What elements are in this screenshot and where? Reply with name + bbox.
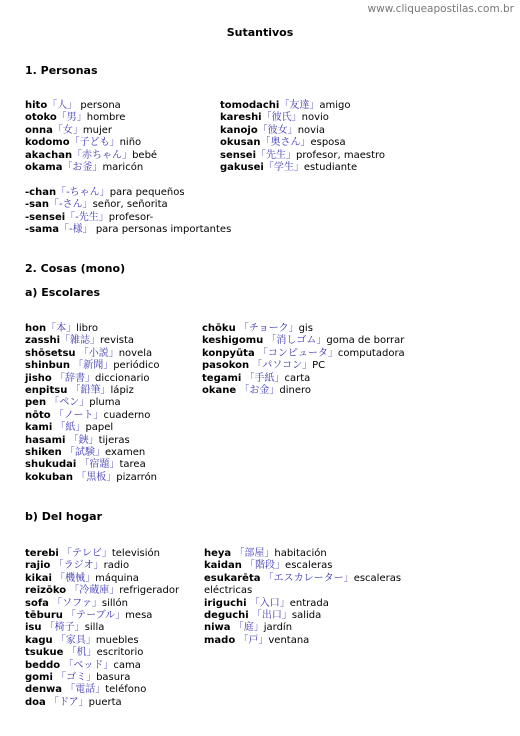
romaji: kikai: [25, 572, 52, 584]
japanese-word: 「人」: [47, 100, 78, 111]
vocab-entry: [25, 348, 159, 360]
vocab-entry: [204, 573, 401, 585]
vocab-entry: [25, 622, 179, 634]
spanish-meaning: estudiante: [303, 161, 358, 173]
romaji: shinbun: [25, 360, 71, 372]
vocab-entry: [204, 598, 401, 610]
japanese-word: 「チョーク」: [235, 323, 299, 334]
japanese-word: 「機械」: [51, 572, 96, 584]
vocab-entry: [25, 647, 179, 659]
romaji: -chan: [25, 187, 57, 198]
japanese-word: 「冷蔵庫」: [66, 585, 120, 597]
romaji: nōto: [25, 409, 51, 421]
hogar-left-list: [25, 548, 179, 709]
japanese-word: 「鋏」: [65, 434, 99, 446]
vocab-entry: [25, 187, 231, 199]
japanese-word: 「試験」: [61, 446, 105, 458]
vocab-entry: [220, 112, 385, 124]
romaji: jisho: [25, 372, 52, 384]
spanish-meaning: muebles: [95, 634, 139, 646]
romaji: kareshi: [220, 112, 262, 124]
vocab-entry: [220, 137, 385, 149]
japanese-word: 「小説」: [75, 347, 119, 359]
vocab-entry: [25, 672, 179, 684]
romaji: shukudai: [25, 459, 77, 471]
romaji: shiken: [25, 446, 62, 458]
romaji: okusan: [220, 137, 261, 149]
japanese-word: 「本」: [46, 323, 77, 334]
japanese-word: 「ノート」: [50, 409, 104, 421]
japanese-word: 「家具」: [52, 634, 96, 646]
vocab-entry: [220, 125, 385, 137]
japanese-word: 「辞書」: [51, 372, 95, 384]
vocab-entry: [25, 684, 179, 696]
vocab-entry: [204, 635, 401, 647]
spanish-meaning: tarea: [119, 459, 146, 471]
spanish-meaning: tijeras: [98, 434, 130, 446]
romaji: gakusei: [220, 161, 264, 173]
spanish-meaning: escaleras: [285, 560, 333, 572]
spanish-meaning: maricón: [102, 161, 144, 173]
japanese-word: 「コンピュータ」: [254, 347, 338, 359]
romaji: hasami: [25, 434, 66, 446]
vocab-entry: [202, 323, 405, 335]
romaji: tomodachi: [220, 100, 280, 111]
romaji: hito: [25, 100, 48, 111]
vocab-entry: [202, 373, 405, 385]
spanish-meaning: escaleras: [353, 572, 402, 584]
romaji: deguchi: [204, 609, 249, 621]
japanese-word: 「椅子」: [41, 622, 85, 634]
romaji: heya: [204, 548, 232, 559]
spanish-meaning: niño: [119, 137, 142, 149]
spanish-meaning: refrigerador: [119, 585, 180, 597]
japanese-word: 「手紙」: [241, 372, 285, 384]
spanish-meaning: televisión: [111, 548, 161, 559]
spanish-meaning: eléctricas: [204, 585, 253, 597]
japanese-word: 「学生」: [263, 161, 304, 173]
vocab-entry: [25, 459, 159, 471]
spanish-meaning: goma de borrar: [326, 335, 405, 347]
vocab-entry: [220, 162, 385, 174]
japanese-word: 「ドア」: [45, 696, 89, 708]
hogar-right-list: [204, 548, 401, 647]
spanish-meaning: puerta: [88, 696, 122, 708]
vocab-entry: [202, 335, 405, 347]
vocab-entry: [202, 348, 405, 360]
spanish-meaning: mujer: [82, 124, 112, 136]
spanish-meaning: ventana: [268, 634, 310, 646]
spanish-meaning: sillón: [101, 597, 128, 609]
section-personas-heading: 1. Personas: [25, 64, 98, 77]
japanese-word: 「ペン」: [46, 397, 90, 409]
japanese-word: 「ベッド」: [60, 659, 114, 671]
romaji: niwa: [204, 622, 231, 634]
japanese-word: 「階段」: [241, 560, 286, 572]
japanese-word: 「出口」: [248, 609, 292, 621]
japanese-word: 「雑誌」: [60, 335, 101, 347]
spanish-meaning: diccionario: [94, 372, 150, 384]
romaji: zasshi: [25, 335, 61, 347]
vocab-entry: [204, 610, 401, 622]
section-escolares-heading: a) Escolares: [25, 286, 101, 299]
vocab-entry: [25, 610, 179, 622]
vocab-entry: [25, 573, 179, 585]
japanese-word: 「彼女」: [257, 124, 298, 136]
vocab-entry: [25, 660, 179, 672]
vocab-entry: [25, 323, 159, 335]
spanish-meaning: lápiz: [110, 384, 134, 396]
vocab-entry: [202, 360, 405, 372]
spanish-meaning: libro: [76, 323, 99, 334]
japanese-word: 「エスカレーター」: [260, 572, 354, 584]
romaji: onna: [25, 124, 53, 136]
japanese-word: 「子ども」: [69, 137, 120, 149]
vocab-entry: [25, 100, 157, 112]
vocab-entry: [25, 410, 159, 422]
vocab-entry: [25, 162, 157, 174]
spanish-meaning: pluma: [89, 397, 121, 409]
romaji: otoko: [25, 112, 57, 124]
spanish-meaning: para pequeños: [109, 187, 185, 198]
spanish-meaning: persona: [77, 100, 121, 111]
japanese-word: 「ゴミ」: [52, 671, 97, 683]
romaji: beddo: [25, 659, 61, 671]
japanese-word: 「-さん」: [48, 199, 93, 211]
japanese-word: 「入口」: [246, 597, 290, 609]
suffix-list: [25, 187, 231, 237]
spanish-meaning: mesa: [125, 609, 153, 621]
spanish-meaning: carta: [284, 372, 311, 384]
romaji: tsukue: [25, 647, 64, 659]
japanese-word: 「戸」: [235, 634, 269, 646]
japanese-word: 「お金」: [236, 384, 280, 396]
vocab-entry: [25, 697, 179, 709]
vocab-entry: [25, 360, 159, 372]
spanish-meaning: PC: [312, 360, 326, 372]
romaji: pen: [25, 397, 47, 409]
spanish-meaning: novio: [301, 112, 329, 124]
vocab-entry: [25, 397, 159, 409]
spanish-meaning: máquina: [95, 572, 139, 584]
romaji: kami: [25, 422, 53, 434]
romaji: -sama: [25, 224, 60, 236]
escolares-left-list: [25, 323, 159, 484]
japanese-word: 「奥さん」: [260, 137, 311, 149]
japanese-word: 「先生」: [256, 149, 297, 161]
romaji: hon: [25, 323, 47, 334]
personas-left-list: [25, 100, 157, 174]
vocab-entry: [25, 585, 179, 597]
romaji: shōsetsu: [25, 347, 76, 359]
vocab-entry: [25, 125, 157, 137]
japanese-word: 「消しゴム」: [263, 335, 327, 347]
spanish-meaning: computadora: [337, 347, 405, 359]
vocab-entry: [25, 472, 159, 484]
romaji: akachan: [25, 149, 73, 161]
personas-right-list: [220, 100, 385, 174]
romaji: chōku: [202, 323, 236, 334]
spanish-meaning: hombre: [86, 112, 126, 124]
spanish-meaning: teléfono: [105, 684, 147, 696]
vocab-entry: [25, 560, 179, 572]
romaji: mado: [204, 634, 236, 646]
japanese-word: 「-ちゃん」: [56, 187, 110, 198]
japanese-word: 「電話」: [62, 684, 106, 696]
section-hogar-heading: b) Del hogar: [25, 510, 103, 523]
japanese-word: 「パソコン」: [249, 360, 313, 372]
spanish-meaning: novela: [118, 347, 153, 359]
vocab-entry: [25, 335, 159, 347]
vocab-entry: [25, 373, 159, 385]
vocab-entry: [25, 137, 157, 149]
romaji: tēburu: [25, 609, 63, 621]
japanese-word: 「-様」: [59, 224, 93, 236]
spanish-meaning: cama: [113, 659, 141, 671]
spanish-meaning: dinero: [279, 384, 311, 396]
spanish-meaning: profesor-: [108, 211, 154, 223]
japanese-word: 「新聞」: [70, 360, 114, 372]
spanish-meaning: bebé: [132, 149, 158, 161]
vocab-entry: [204, 622, 401, 634]
romaji: -sensei: [25, 211, 66, 223]
section-cosas-heading: 2. Cosas (mono): [25, 262, 126, 275]
vocab-entry: [25, 548, 179, 560]
vocab-entry: [204, 560, 401, 572]
spanish-meaning: gis: [298, 323, 313, 334]
spanish-meaning: salida: [291, 609, 322, 621]
japanese-word: 「赤ちゃん」: [72, 149, 133, 161]
romaji: reizōko: [25, 585, 67, 597]
spanish-meaning: examen: [104, 446, 146, 458]
spanish-meaning: periódico: [113, 360, 160, 372]
spanish-meaning: radio: [103, 560, 130, 572]
romaji: isu: [25, 622, 42, 634]
escolares-right-list: [202, 323, 405, 397]
japanese-word: 「宿題」: [76, 459, 120, 471]
japanese-word: 「鉛筆」: [67, 384, 111, 396]
spanish-meaning: escritorio: [96, 647, 144, 659]
spanish-meaning: profesor, maestro: [296, 149, 386, 161]
romaji: keshigomu: [202, 335, 264, 347]
site-url: www.cliqueapostilas.com.br: [367, 3, 514, 15]
spanish-meaning: novia: [297, 124, 325, 136]
japanese-word: 「机」: [63, 647, 97, 659]
romaji: doa: [25, 696, 46, 708]
romaji: rajio: [25, 560, 51, 572]
romaji: kodomo: [25, 137, 70, 149]
vocab-entry: [25, 212, 231, 224]
romaji: iriguchi: [204, 597, 247, 609]
vocab-entry: [204, 585, 401, 597]
japanese-word: 「お釜」: [62, 161, 103, 173]
romaji: terebi: [25, 548, 59, 559]
page-title: Sutantivos: [226, 26, 294, 39]
japanese-word: 「ラジオ」: [50, 560, 104, 572]
romaji: kagu: [25, 634, 53, 646]
vocab-entry: [25, 435, 159, 447]
japanese-word: 「黒板」: [73, 471, 117, 483]
spanish-meaning: amigo: [319, 100, 351, 111]
romaji: tegami: [202, 372, 242, 384]
japanese-word: 「部屋」: [231, 548, 275, 559]
japanese-word: 「テーブル」: [62, 609, 126, 621]
romaji: sofa: [25, 597, 49, 609]
vocab-entry: [204, 548, 401, 560]
romaji: denwa: [25, 684, 63, 696]
romaji: okane: [202, 384, 237, 396]
spanish-meaning: para personas importantes: [92, 224, 232, 236]
romaji: okama: [25, 161, 63, 173]
vocab-entry: [25, 199, 231, 211]
japanese-word: 「-先生」: [65, 211, 109, 223]
spanish-meaning: revista: [100, 335, 135, 347]
romaji: -san: [25, 199, 49, 211]
vocab-entry: [25, 598, 179, 610]
vocab-entry: [220, 150, 385, 162]
japanese-word: 「女」: [52, 124, 83, 136]
japanese-word: 「庭」: [230, 622, 264, 634]
vocab-entry: [25, 150, 157, 162]
romaji: pasokon: [202, 360, 250, 372]
vocab-entry: [25, 635, 179, 647]
japanese-word: 「彼氏」: [261, 112, 302, 124]
vocab-entry: [202, 385, 405, 397]
japanese-word: 「男」: [56, 112, 87, 124]
romaji: esukarēta: [204, 572, 261, 584]
spanish-meaning: esposa: [310, 137, 346, 149]
vocab-entry: [25, 112, 157, 124]
romaji: gomi: [25, 671, 53, 683]
japanese-word: 「紙」: [52, 422, 86, 434]
spanish-meaning: señor, señorita: [92, 199, 168, 211]
spanish-meaning: silla: [84, 622, 105, 634]
spanish-meaning: entrada: [289, 597, 329, 609]
vocab-entry: [25, 224, 231, 236]
spanish-meaning: pizarrón: [116, 471, 158, 483]
japanese-word: 「テレビ」: [58, 548, 112, 559]
vocab-entry: [25, 447, 159, 459]
spanish-meaning: habitación: [274, 548, 327, 559]
spanish-meaning: basura: [96, 671, 131, 683]
japanese-word: 「友達」: [279, 100, 320, 111]
romaji: kanojo: [220, 124, 258, 136]
vocab-entry: [25, 385, 159, 397]
spanish-meaning: cuaderno: [103, 409, 151, 421]
romaji: sensei: [220, 149, 257, 161]
japanese-word: 「ソファ」: [48, 597, 102, 609]
romaji: enpitsu: [25, 384, 68, 396]
romaji: kokuban: [25, 471, 74, 483]
spanish-meaning: papel: [85, 422, 114, 434]
romaji: kaidan: [204, 560, 242, 572]
spanish-meaning: jardín: [263, 622, 293, 634]
romaji: konpyūta: [202, 347, 255, 359]
vocab-entry: [220, 100, 385, 112]
vocab-entry: [25, 422, 159, 434]
